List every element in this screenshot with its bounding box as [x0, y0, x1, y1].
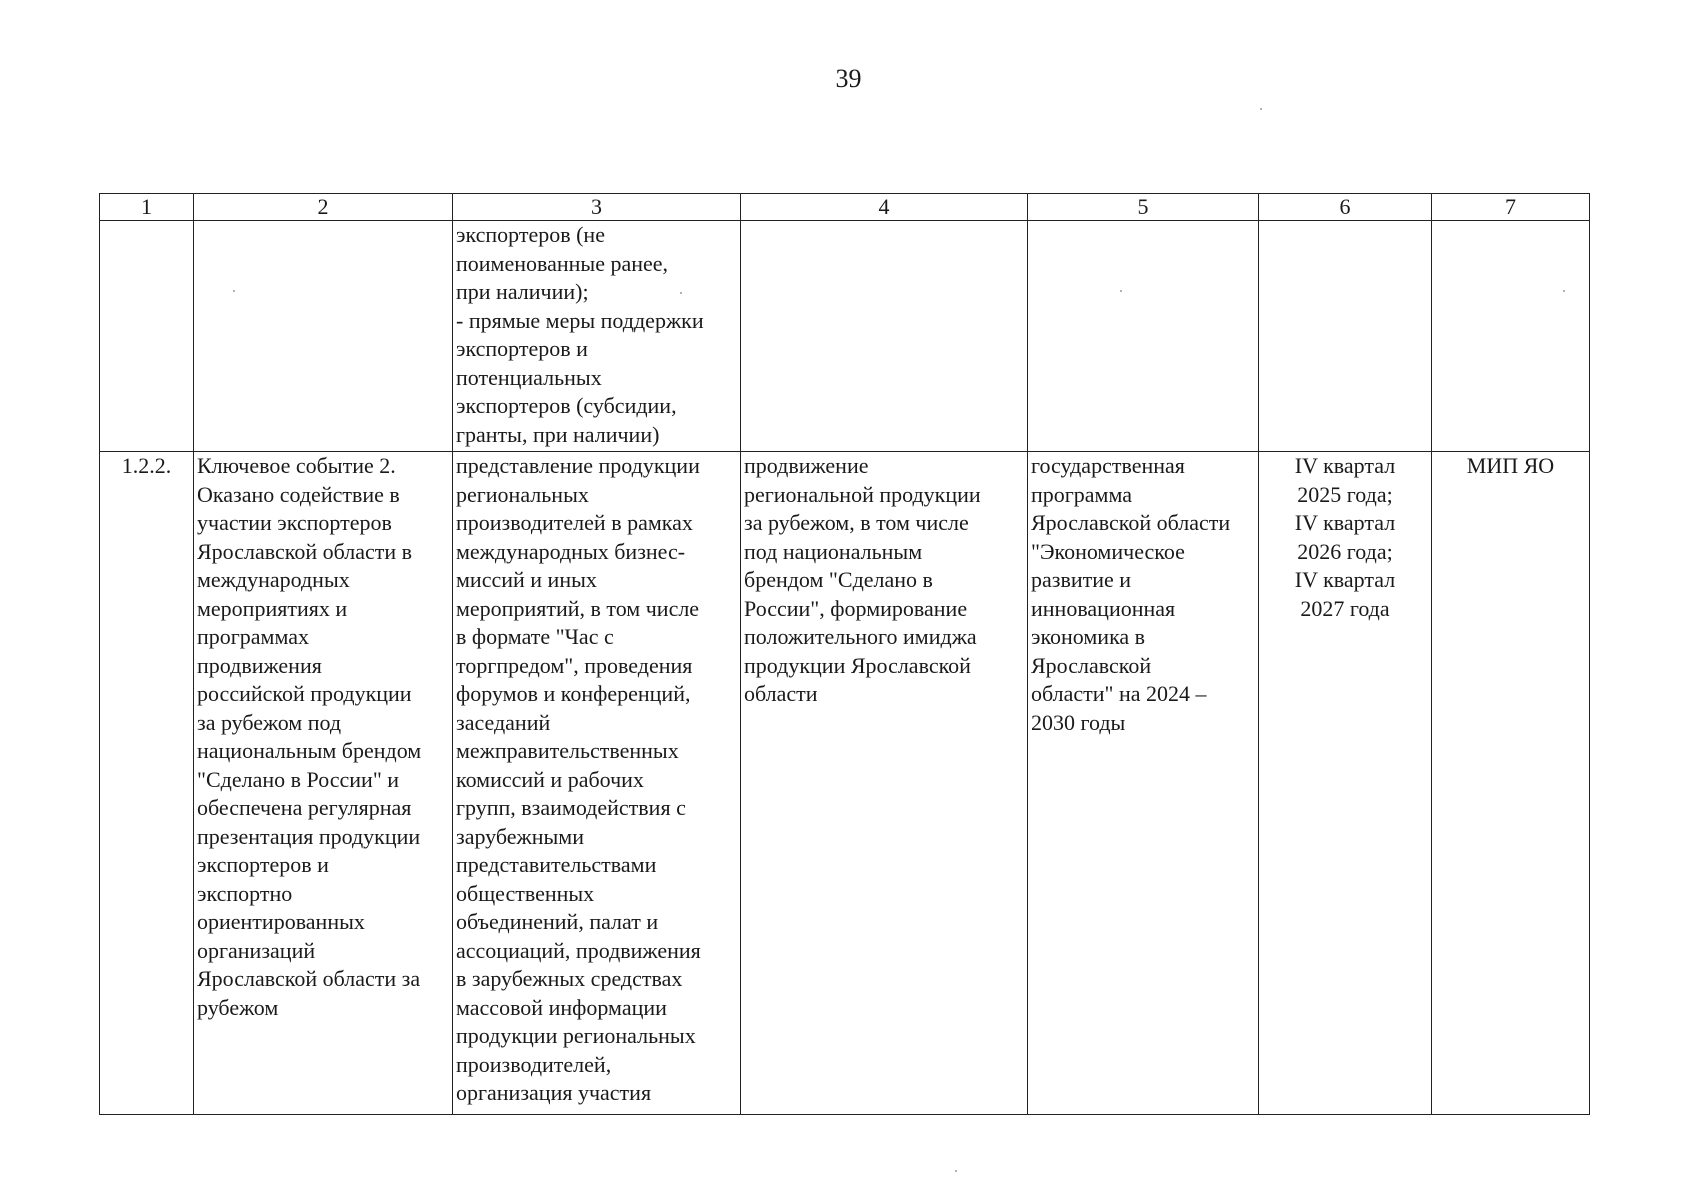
header-cell-1: 1 — [100, 194, 194, 221]
cell-deadline — [1259, 221, 1432, 452]
scan-speck — [955, 1170, 957, 1172]
cell-number: 1.2.2. — [100, 452, 194, 1115]
header-cell-3: 3 — [453, 194, 741, 221]
header-row — [100, 194, 1590, 221]
table-row — [100, 452, 1590, 1115]
cell-number — [100, 221, 194, 452]
scan-speck — [680, 292, 682, 294]
header-cell-6: 6 — [1259, 194, 1432, 221]
cell-result — [741, 221, 1028, 452]
cell-event — [194, 221, 453, 452]
header-cell-5: 5 — [1028, 194, 1259, 221]
header-cell-4: 4 — [741, 194, 1028, 221]
header-cell-2: 2 — [194, 194, 453, 221]
cell-program — [1028, 221, 1259, 452]
cell-event: Ключевое событие 2. Оказано содействие в участии экспортеров Ярославской области в международных мероприятиях и программах продвижения российской продукции за рубежом под национальным брендом "Сделано в России" и обеспечена регулярная презентация продукции экспортеров и экспортно ориентированных организаций Ярославской области за рубежом — [194, 452, 453, 1115]
cell-program: государственная программа Ярославской области "Экономическое развитие и инновационная экономика в Ярославской области" на 2024 – 2030 годы — [1028, 452, 1259, 1115]
scan-speck — [1120, 290, 1122, 292]
cell-responsible: МИП ЯО — [1432, 452, 1590, 1115]
cell-responsible — [1432, 221, 1590, 452]
table-row — [100, 221, 1590, 452]
cell-activities: экспортеров (не поименованные ранее, при наличии); - прямые меры поддержки экспортеров и потенциальных экспортеров (субсидии, гранты, при наличии) — [453, 221, 741, 452]
cell-result: продвижение региональной продукции за рубежом, в том числе под национальным брендом "Сделано в России", формирование положительного имиджа продукции Ярославской области — [741, 452, 1028, 1115]
scan-speck — [233, 290, 235, 292]
header-cell-7: 7 — [1432, 194, 1590, 221]
cell-deadline: IV квартал 2025 года; IV квартал 2026 года; IV квартал 2027 года — [1259, 452, 1432, 1115]
cell-activities: представление продукции региональных производителей в рамках международных бизнес- миссий и иных мероприятий, в том числе в формате "Час с торгпредом", проведения форумов и конференций, заседаний межправительственных комиссий и рабочих групп, взаимодействия с зарубежными представительствами общественных объединений, палат и ассоциаций, продвижения в зарубежных средствах массовой информации продукции региональных производителей, организация участия — [453, 452, 741, 1115]
scan-speck — [1260, 108, 1262, 110]
page-number: 39 — [835, 64, 862, 93]
scan-speck — [1563, 290, 1565, 292]
document-table — [99, 193, 1590, 1115]
